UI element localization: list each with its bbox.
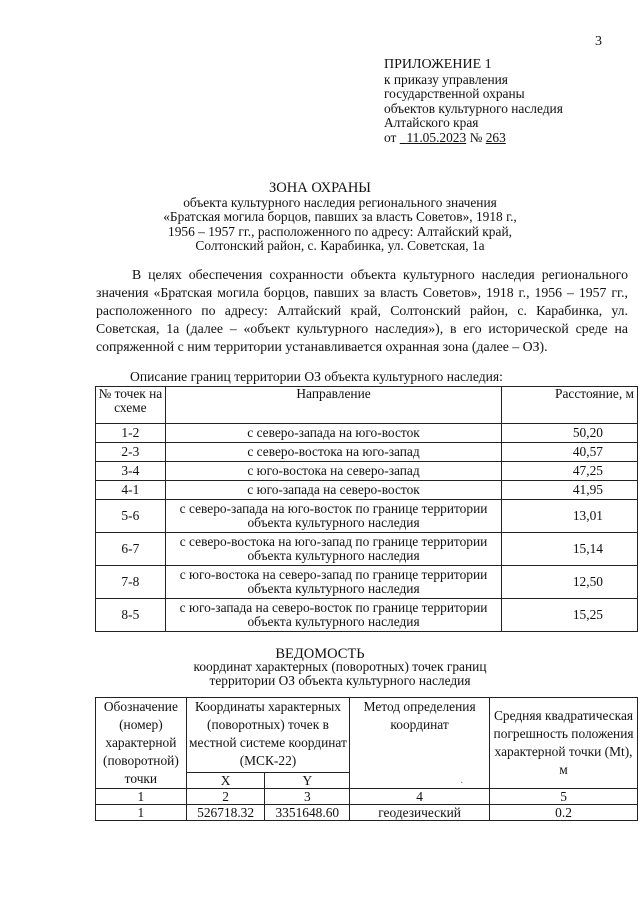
appendix-line: Алтайского края xyxy=(384,115,479,130)
number-sign: № xyxy=(469,129,483,145)
appendix-block xyxy=(384,58,624,145)
column-number-row xyxy=(96,789,638,805)
table-row xyxy=(96,500,638,533)
header-error: Средняя квадратическая погрешность положения характерной точки (Mt), м xyxy=(490,698,638,789)
zone-subtitle-line: 1956 – 1957 гг., расположенного по адресу: Алтайский край, xyxy=(168,223,512,239)
header-coordinates: Координаты характерных (поворотных) точек в местной системе координат (МСК-22) xyxy=(186,698,349,773)
table-row xyxy=(96,424,638,443)
cell-distance: 50,20 xyxy=(502,424,638,443)
cell-direction: с северо-запада на юго-восток xyxy=(165,424,502,443)
zone-subtitle-line: объекта культурного наследия регионального значения xyxy=(183,195,497,210)
table-row xyxy=(96,599,638,632)
cell-point: 1 xyxy=(96,805,187,821)
cell-distance: 47,25 xyxy=(502,462,638,481)
cell-points: 4-1 xyxy=(96,481,166,500)
cell-direction: с северо-запада на юго-восток по границе территории объекта культурного наследия xyxy=(165,500,502,533)
zone-subtitle-line: «Братская могила борцов, павших за власть Советов», 1918 г., xyxy=(163,209,517,225)
appendix-title: ПРИЛОЖЕНИЕ 1 xyxy=(384,57,492,72)
header-x: X xyxy=(186,772,265,788)
order-number: 263 xyxy=(485,129,506,145)
vedomost-subtitle-line: территории ОЗ объекта культурного наследия xyxy=(209,673,471,689)
cell-points: 7-8 xyxy=(96,566,166,599)
cell-distance: 40,57 xyxy=(502,443,638,462)
header-direction: Направление xyxy=(165,387,502,424)
boundaries-caption: Описание границ территории ОЗ объекта культурного наследия: xyxy=(130,369,503,384)
zone-subtitle xyxy=(120,196,560,254)
cell-distance: 13,01 xyxy=(502,500,638,533)
date-prefix: от xyxy=(384,129,397,145)
scan-mark: · xyxy=(460,778,464,789)
table-row xyxy=(96,805,638,821)
header-y: Y xyxy=(265,772,350,788)
table-row xyxy=(96,533,638,566)
cell-direction: с юго-востока на северо-запад xyxy=(165,462,502,481)
header-distance: Расстояние, м xyxy=(502,387,638,424)
cell-points: 2-3 xyxy=(96,443,166,462)
cell-direction: с юго-запада на северо-восток по границе территории объекта культурного наследия xyxy=(165,599,502,632)
cell-y: 3351648.60 xyxy=(265,805,350,821)
table-header-row xyxy=(96,698,638,773)
boundaries-table xyxy=(95,386,638,632)
cell-points: 5-6 xyxy=(96,500,166,533)
cell-distance: 15,25 xyxy=(502,599,638,632)
header-points: № точек на схеме xyxy=(96,387,166,424)
appendix-line: объектов культурного наследия xyxy=(384,100,563,116)
table-row xyxy=(96,481,638,500)
appendix-line: государственной охраны xyxy=(384,86,525,101)
cell-distance: 41,95 xyxy=(502,481,638,500)
header-method: Метод определения координат xyxy=(350,698,490,789)
coordinates-table xyxy=(95,697,638,821)
column-number: 4 xyxy=(350,789,490,805)
zone-title: ЗОНА ОХРАНЫ xyxy=(269,180,371,196)
vedomost-subtitle-line: координат характерных (поворотных) точек границ xyxy=(193,659,487,674)
cell-method: геодезический xyxy=(350,805,490,821)
column-number: 5 xyxy=(490,789,638,805)
cell-points: 1-2 xyxy=(96,424,166,443)
intro-paragraph-text: В целях обеспечения сохранности объекта культурного наследия регионального значения «Братская могила борцов, павших за власть Советов», 1918 г., 1956 – 1957 гг., расположенного по адресу: Алтайский край, Солтонский район, с. Карабинка, ул. Советская, 1а (далее – «объект культурного наследия»), в его исторической среде на сопряженной с ним территории устанавливается охранная зона (далее – ОЗ). xyxy=(96,267,628,355)
intro-paragraph xyxy=(96,266,628,356)
cell-points: 8-5 xyxy=(96,599,166,632)
zone-subtitle-line: Солтонский район, с. Карабинка, ул. Советская, 1а xyxy=(195,238,485,254)
cell-x: 526718.32 xyxy=(186,805,265,821)
appendix-date-line xyxy=(384,131,624,146)
cell-distance: 12,50 xyxy=(502,566,638,599)
cell-direction: с юго-востока на северо-запад по границе территории объекта культурного наследия xyxy=(165,566,502,599)
cell-distance: 15,14 xyxy=(502,533,638,566)
table-row xyxy=(96,443,638,462)
cell-error: 0.2 xyxy=(490,805,638,821)
cell-points: 6-7 xyxy=(96,533,166,566)
table-row xyxy=(96,566,638,599)
table-header-row xyxy=(96,387,638,424)
column-number: 1 xyxy=(96,789,187,805)
vedomost-subtitle xyxy=(150,660,530,689)
column-number: 2 xyxy=(186,789,265,805)
cell-direction: с северо-востока на юго-запад по границе территории объекта культурного наследия xyxy=(165,533,502,566)
cell-direction: с юго-запада на северо-восток xyxy=(165,481,502,500)
page-number: 3 xyxy=(595,34,602,49)
appendix-line: к приказу управления xyxy=(384,71,508,87)
order-date: 11.05.2023 xyxy=(406,129,467,145)
cell-points: 3-4 xyxy=(96,462,166,481)
vedomost-title: ВЕДОМОСТЬ xyxy=(275,646,365,662)
column-number: 3 xyxy=(265,789,350,805)
header-designation: Обозначение (номер) характерной (поворотной) точки xyxy=(96,698,187,789)
table-row xyxy=(96,462,638,481)
cell-direction: с северо-востока на юго-запад xyxy=(165,443,502,462)
